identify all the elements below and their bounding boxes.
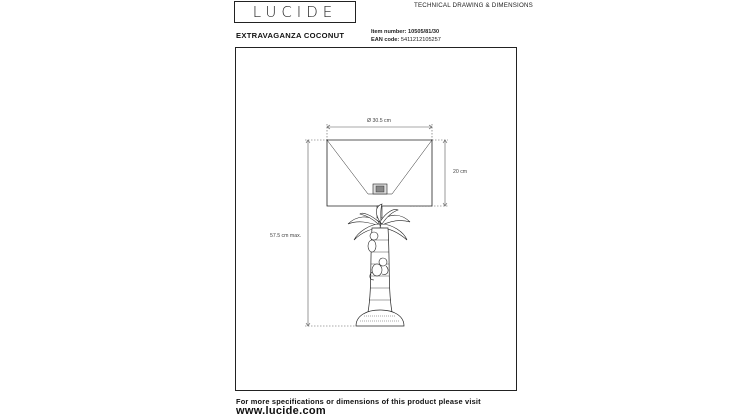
ean-label: EAN code:	[371, 37, 400, 43]
logo-text: LUCIDE	[252, 3, 338, 21]
document-type: TECHNICAL DRAWING & DIMENSIONS	[414, 2, 533, 9]
item-number-value: 10505/81/30	[408, 29, 440, 35]
ean-value: 5411212105257	[400, 37, 441, 43]
diameter-dimension	[327, 124, 432, 140]
lamp-shade	[327, 140, 432, 206]
footer-url[interactable]: www.lucide.com	[236, 405, 326, 417]
shade-height-label: 20 cm	[453, 169, 468, 175]
product-name: EXTRAVAGANZA COCONUT	[236, 31, 345, 40]
diameter-label: Ø 30.5 cm	[367, 118, 391, 124]
total-height-label: 57.5 cm max.	[270, 233, 302, 239]
footer-note: For more specifications or dimensions of this product please visit	[236, 397, 481, 406]
lamp-base	[356, 310, 404, 326]
item-number-label: Item number:	[371, 29, 407, 35]
